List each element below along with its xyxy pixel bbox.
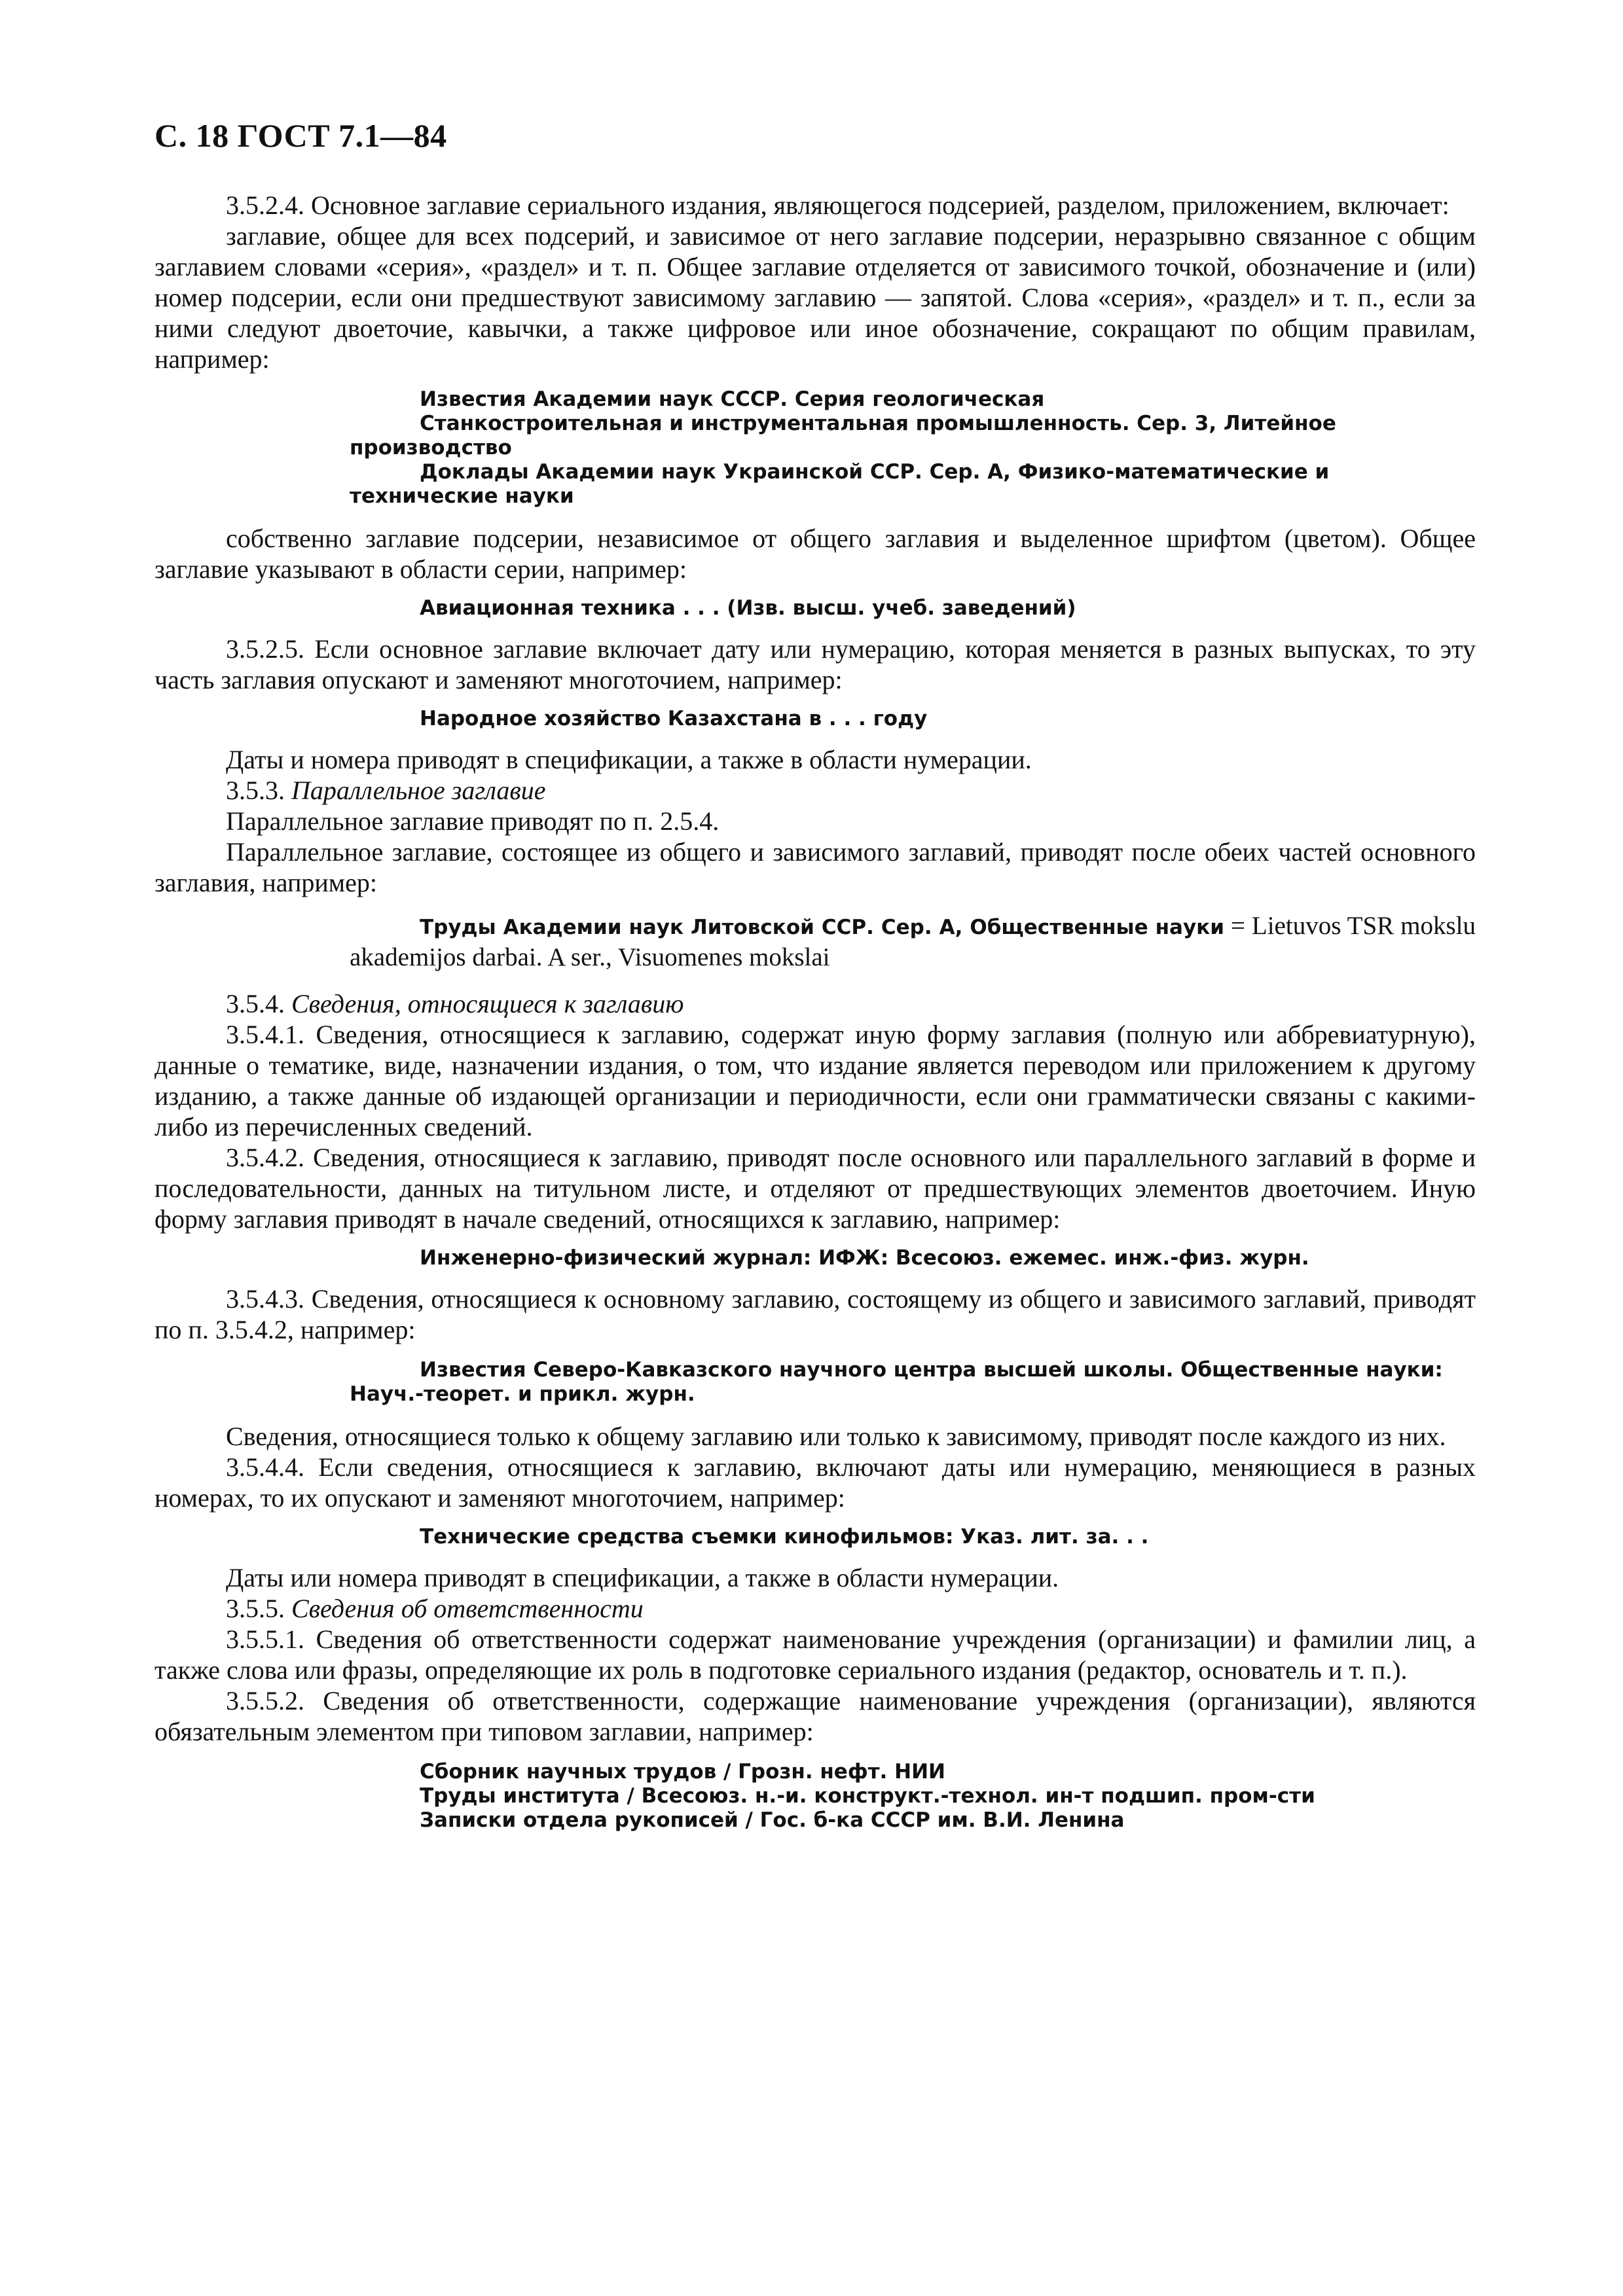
paragraph-3-5-2-4: 3.5.2.4. Основное заглавие сериального издания, являющегося подсерией, разделом, приложением, включает: (226, 190, 1450, 220)
section-3-5-3 (155, 775, 1476, 806)
example-line: Записки отдела рукописей / Гос. б-ка СССР им. В.И. Ленина (420, 1808, 1125, 1832)
paragraph-3-5-4-1: 3.5.4.1. Сведения, относящиеся к заглавию, содержат иную форму заглавия (полную или аббревиатурную), данные о тематике, виде, назначении издания, о том, что издание является переводом или приложением к другому изданию, а также данные об издающей организации и периодичности, если они грамматически связаны с какими-либо из перечисленных сведений. (155, 1020, 1476, 1141)
paragraph-dates: Даты и номера приводят в спецификации, а также в области нумерации. (226, 745, 1032, 774)
paragraph-3-5-4-4: 3.5.4.4. Если сведения, относящиеся к заглавию, включают даты или нумерацию, меняющиеся в разных номерах, то их опускают и заменяют многоточием, например: (155, 1452, 1476, 1513)
example-block-3 (155, 707, 1476, 731)
example-line: Станкостроительная и инструментальная промышленность. Сер. 3, Литейное производство (350, 412, 1336, 459)
example-block-6 (155, 1358, 1476, 1407)
section-number: 3.5.4. (226, 989, 285, 1018)
example-line: Известия Академии наук СССР. Серия геологическая (420, 387, 1045, 411)
section-title: Параллельное заглавие (291, 776, 546, 805)
example-block-1 (155, 387, 1476, 509)
example-bold-part: Труды Академии наук Литовской ССР. Сер. А, Общественные науки (420, 916, 1224, 939)
paragraph-parallel-ref: Параллельное заглавие приводят по п. 2.5.4. (226, 806, 720, 836)
paragraph-3-5-5-2: 3.5.5.2. Сведения об ответственности, содержащие наименование учреждения (организации), являются обязательным элементом при типовом заглавии, например: (155, 1686, 1476, 1746)
example-line: Сборник научных трудов / Грозн. нефт. НИИ (420, 1760, 945, 1784)
example-line: Технические средства съемки кинофильмов: Указ. лит. за. . . (420, 1525, 1149, 1549)
example-block-4 (155, 911, 1476, 974)
page-content (155, 190, 1476, 1847)
section-title: Сведения, относящиеся к заглавию (291, 989, 684, 1018)
paragraph-subseries-title: собственно заглавие подсерии, независимое от общего заглавия и выделенное шрифтом (цветом). Общее заглавие указывают в области серии, например: (155, 524, 1476, 584)
section-3-5-4 (155, 988, 1476, 1019)
example-line: Авиационная техника . . . (Изв. высш. учеб. заведений) (420, 596, 1076, 620)
example-line (350, 911, 1476, 974)
section-number: 3.5.3. (226, 776, 285, 805)
paragraph-general-title: заглавие, общее для всех подсерий, и зависимое от него заглавие подсерии, неразрывно связанное с общим заглавием словами «серия», «раздел» и т. п. Общее заглавие отделяется от зависимого точкой, обозначение и (или) номер подсерии, если они предшествуют зависимому заглавию — запятой. Слова «серия», «раздел» и т. п., если за ними следуют двоеточие, кавычки, а также цифровое или иное обозначение, сокращают по общим правилам, например: (155, 221, 1476, 374)
paragraph-dates-2: Даты или номера приводят в спецификации, а также в области нумерации. (226, 1563, 1059, 1592)
section-number: 3.5.5. (226, 1594, 285, 1623)
example-line: Известия Северо-Кавказского научного центра высшей школы. Общественные науки: Науч.-теорет. и прикл. журн. (350, 1358, 1443, 1406)
example-block-2 (155, 596, 1476, 620)
example-block-8 (155, 1760, 1476, 1833)
example-line: Народное хозяйство Казахстана в . . . году (420, 707, 928, 730)
paragraph-3-5-4-3: 3.5.4.3. Сведения, относящиеся к основному заглавию, состоящему из общего и зависимого заглавий, приводят по п. 3.5.4.2, например: (155, 1284, 1476, 1344)
example-line: Инженерно-физический журнал: ИФЖ: Всесоюз. ежемес. инж.-физ. журн. (420, 1246, 1309, 1270)
section-3-5-5 (155, 1593, 1476, 1624)
paragraph-parallel-composite: Параллельное заглавие, состоящее из общего и зависимого заглавий, приводят после обеих частей основного заглавия, например: (155, 837, 1476, 897)
section-title: Сведения об ответственности (291, 1594, 644, 1623)
example-block-5 (155, 1246, 1476, 1270)
example-line: Труды института / Всесоюз. н.-и. конструкт.-технол. ин-т подшип. пром-сти (420, 1784, 1315, 1808)
page-header: С. 18 ГОСТ 7.1—84 (155, 117, 447, 154)
paragraph-general-only: Сведения, относящиеся только к общему заглавию или только к зависимому, приводят после каждого из них. (226, 1422, 1446, 1451)
paragraph-3-5-5-1: 3.5.5.1. Сведения об ответственности содержат наименование учреждения (организации) и фамилии лиц, а также слова или фразы, определяющие их роль в подготовке сериального издания (редактор, основатель и т. п.). (155, 1624, 1476, 1685)
paragraph-3-5-4-2: 3.5.4.2. Сведения, относящиеся к заглавию, приводят после основного или параллельного заглавий в форме и последовательности, данных на титульном листе, и отделяют от предшествующих элементов двоеточием. Иную форму заглавия приводят в начале сведений, относящихся к заглавию, например: (155, 1143, 1476, 1234)
paragraph-3-5-2-5: 3.5.2.5. Если основное заглавие включает дату или нумерацию, которая меняется в разных выпусках, то эту часть заглавия опускают и заменяют многоточием, например: (155, 634, 1476, 694)
example-serif-part: = Lietuvos TSR mokslu akademijos darbai. A ser., Visuomenes mokslai (350, 912, 1476, 971)
example-line: Доклады Академии наук Украинской ССР. Сер. А, Физико-математические и технические науки (350, 460, 1330, 508)
example-block-7 (155, 1525, 1476, 1549)
